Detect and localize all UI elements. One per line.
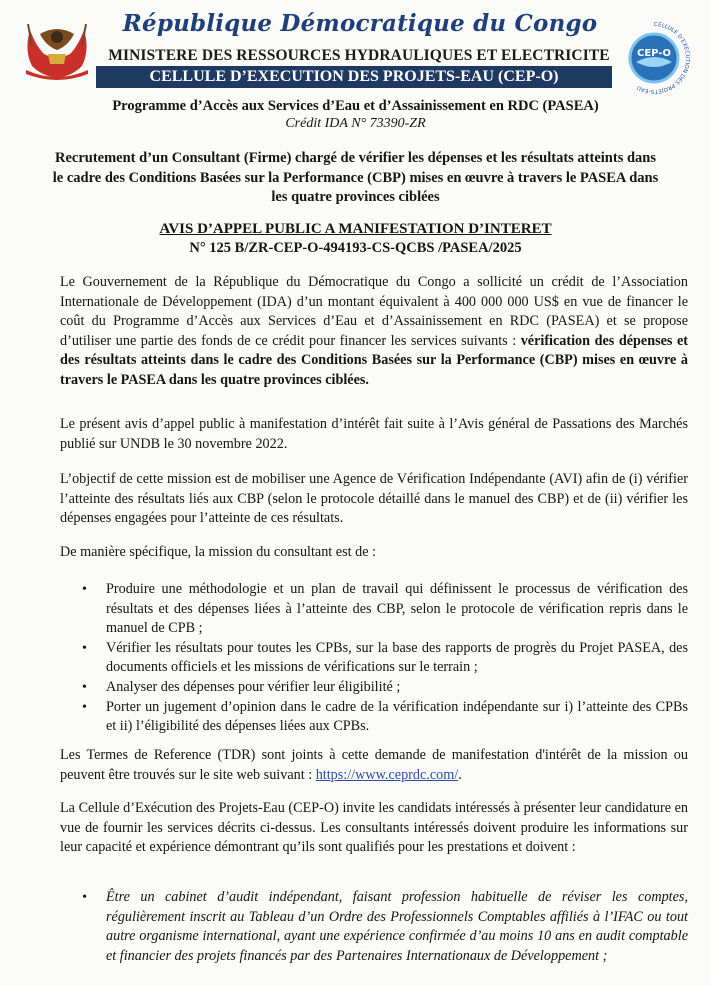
bullet-icon: • bbox=[82, 679, 87, 695]
intro-services-bold: vérification des dépenses et des résultats atteints dans le cadre des Conditions Basées sur la Performance (CBP) mises en œuvre à travers le PASEA dans les quatre provinces ciblées. bbox=[60, 332, 688, 388]
drc-coat-of-arms-icon bbox=[18, 20, 96, 82]
criteria-list bbox=[60, 888, 688, 966]
invitation-paragraph: La Cellule d’Exécution des Projets-Eau (CEP-O) invite les candidats intéressés à présenter leur candidature en vue de fournir les services décrits ci-dessus. Les consultants intéressés doivent produire les informations sur leur capacité et expérience démontrant qu’ils sont qualifiés pour les prestations et doivent : bbox=[60, 800, 688, 856]
notice-number: N° 125 B/ZR-CEP-O-494193-CS-QCBS /PASEA/2025 bbox=[189, 240, 522, 256]
list-item: • Analyser des dépenses pour vérifier leur éligibilité ; bbox=[60, 678, 688, 698]
bullet-icon: • bbox=[82, 640, 87, 656]
logo-text: CEP-O bbox=[637, 48, 671, 59]
intro-text: Le Gouvernement de la République du Démocratique du Congo a sollicité un crédit de l’Association Internationale de Développement (IDA) d’un montant équivalent à 400 000 000 US$ en vue de financer le coût du Programme d’Accès aux Services d’Eau et d’Assainissement en RDC (PASEA) et se propose d’utiliser une partie des fonds de ce crédit pour financer les services suivants : bbox=[60, 274, 688, 349]
cep-o-logo-icon bbox=[614, 18, 694, 98]
notice-heading: AVIS D’APPEL PUBLIC A MANIFESTATION D’INTERET bbox=[159, 221, 552, 237]
republic-title: République Démocratique du Congo bbox=[122, 10, 598, 37]
list-item: • Être un cabinet d’audit indépendant, faisant profession habituelle de réviser les comptes, régulièrement inscrit au Tableau d’un Ordre des Professionnels Comptables affiliés à l’IFAC ou tout autre organisme international, ayant une expérience confirmée d’au moins 10 ans en audit comptable et financier des projets financés par des Partenaires Internationaux de Développement ; bbox=[82, 889, 688, 964]
program-title: Programme d’Accès aux Services d’Eau et d’Assainissement en RDC (PASEA) bbox=[112, 98, 599, 114]
logo-ring-text: CELLULE D'EXECUTION DES PROJETS-EAU bbox=[636, 21, 691, 95]
undb-paragraph: Le présent avis d’appel public à manifestation d’intérêt fait suite à l’Avis général de Passations des Marchés publié sur UNDB le 30 novembre 2022. bbox=[60, 416, 688, 452]
tdr-paragraph: Les Termes de Reference (TDR) sont joints à cette demande de manifestation d'intérêt de la mission ou peuvent être trouvés sur le site web suivant : https://www.ceprdc.com/. bbox=[60, 747, 688, 783]
intro-paragraph bbox=[60, 273, 688, 391]
credit-number: Crédit IDA N° 73390-ZR bbox=[285, 116, 426, 131]
specific-mission-paragraph: De manière spécifique, la mission du consultant est de : bbox=[60, 544, 376, 560]
cell-banner: CELLULE D’EXECUTION DES PROJETS-EAU (CEP-O) bbox=[96, 66, 612, 88]
list-item: • Porter un jugement d’opinion dans le cadre de la vérification indépendante sur i) l’atteinte des CPBs et ii) l’éligibilité des dépenses liées aux CPBs. bbox=[82, 698, 688, 735]
bullet-icon: • bbox=[82, 582, 87, 597]
list-item: • Produire une méthodologie et un plan de travail qui définissent le processus de vérification des résultats et des dépenses liées à l’atteinte des CBP, selon le protocole de vérification repris dans le manuel de CPB ; bbox=[82, 581, 688, 637]
ministry-title: MINISTERE DES RESSOURCES HYDRAULIQUES ET ELECTRICITE bbox=[108, 47, 610, 64]
list-item: • Vérifier les résultats pour toutes les CPBs, sur la base des rapports de progrès du Projet PASEA, des documents officiels et les missions de vérifications sur le terrain ; bbox=[82, 639, 688, 676]
website-link[interactable]: https://www.ceprdc.com/ bbox=[315, 766, 459, 783]
bullet-icon: • bbox=[82, 699, 87, 715]
task-list bbox=[60, 580, 688, 737]
objective-paragraph: L’objectif de cette mission est de mobiliser une Agence de Vérification Indépendante (AVI) afin de (i) vérifier l’atteinte des résultats liés aux CBP (selon le protocole détaillé dans le manuel des CBP) et de (ii) vérifier les dépenses engagées pour l’atteinte de ces résultats. bbox=[60, 471, 688, 527]
recruitment-title: Recrutement d’un Consultant (Firme) chargé de vérifier les dépenses et les résultats atteints dans le cadre des Conditions Basées sur la Performance (CBP) mises en œuvre à travers le PASEA dans les quatre provinces ciblées bbox=[52, 150, 659, 205]
bullet-icon: • bbox=[82, 890, 87, 905]
